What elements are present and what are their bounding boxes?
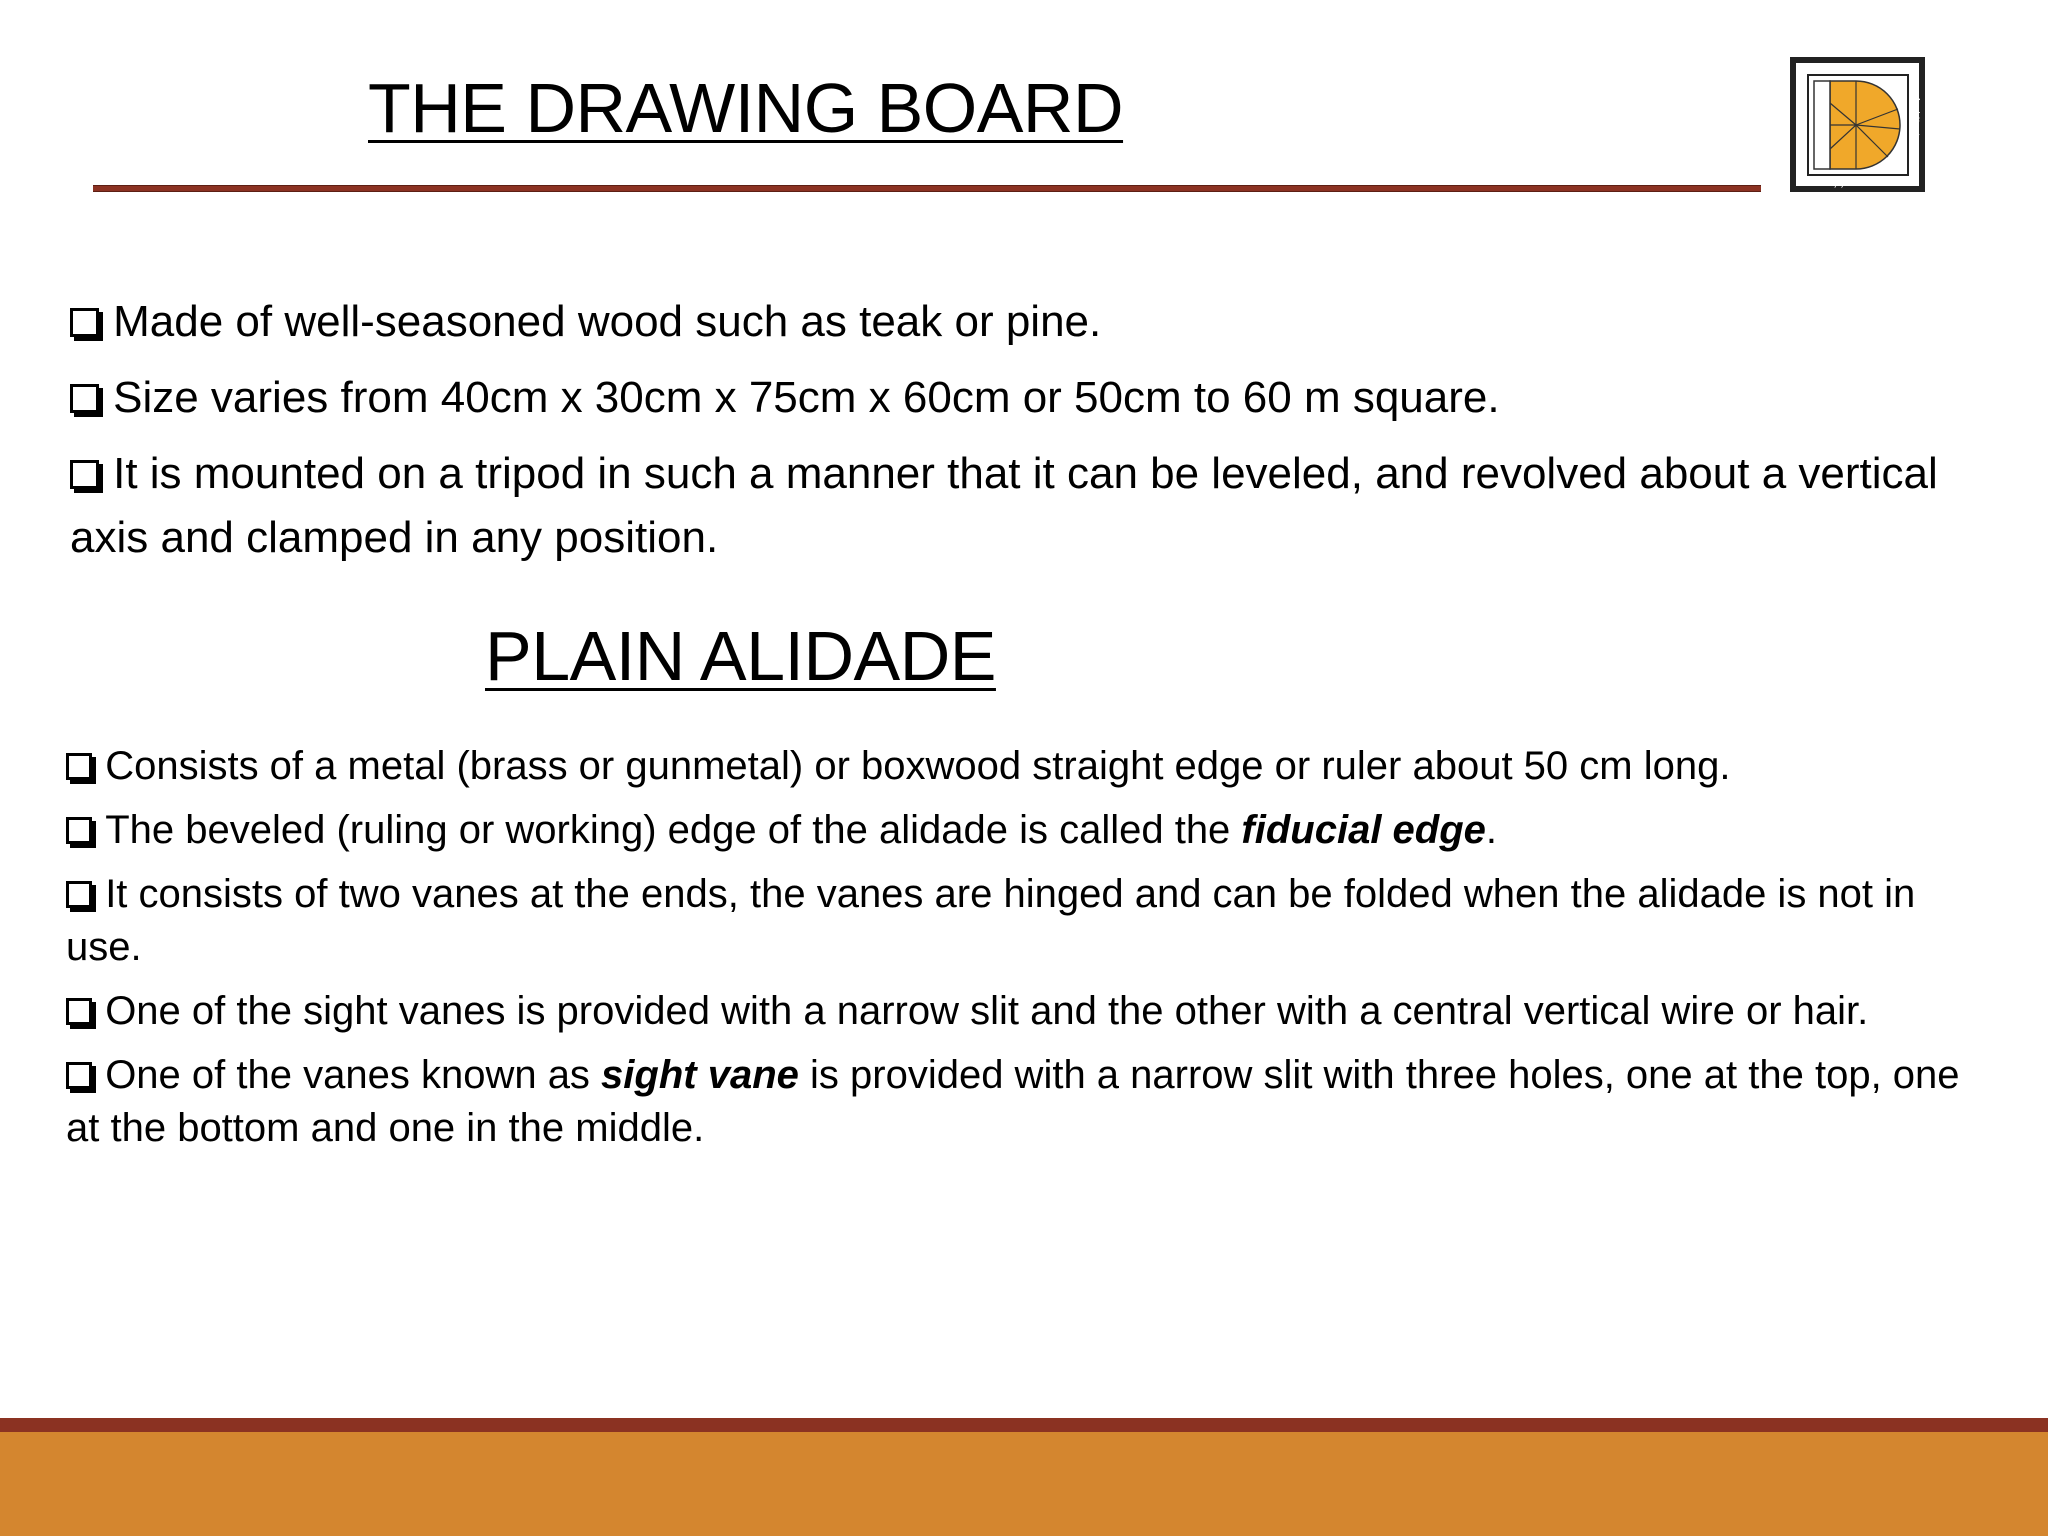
checkbox-bullet-icon [66,753,92,779]
bullet-text: Size varies from 40cm x 30cm x 75cm x 60cm or 50cm to 60 m square. [113,373,1500,422]
section-title-drawing-board: THE DRAWING BOARD [368,69,1124,147]
logo-d-emblem [1814,81,1900,169]
bullet-item [70,442,1970,570]
bullet-emphasis: fiducial edge [1241,808,1486,852]
drawing-board-bullet-list [70,290,1970,582]
logo-text-left: School of [1795,102,1804,146]
bullet-item [66,804,1976,857]
plain-alidade-bullet-list [66,740,1976,1166]
bullet-text-after: is provided with a narrow slit with three holes, one at the top, one at the bottom and one in the middle. [66,1053,1960,1150]
checkbox-bullet-icon [70,460,99,489]
bullet-text: One of the sight vanes is provided with a narrow slit and the other with a central vertical wire or hair. [105,989,1869,1033]
checkbox-bullet-icon [66,881,92,907]
footer-rule [0,1418,2048,1432]
bullet-item [66,740,1976,793]
bullet-item [66,985,1976,1038]
checkbox-bullet-icon [66,998,92,1024]
bullet-text-after: . [1485,808,1498,852]
logo-text-right: Architecture [1912,96,1921,152]
school-logo [1790,57,1925,192]
bullet-text: Made of well-seasoned wood such as teak or pine. [113,297,1102,346]
bullet-text-before: The beveled (ruling or working) edge of the alidade is called the [105,808,1242,852]
checkbox-bullet-icon [70,384,99,413]
checkbox-bullet-icon [66,1062,92,1088]
checkbox-bullet-icon [66,817,92,843]
bullet-item [70,366,1970,430]
bullet-item [70,290,1970,354]
checkbox-bullet-icon [70,308,99,337]
bullet-item [66,1049,1976,1155]
bullet-emphasis: sight vane [601,1053,799,1097]
logo-text-top: Planning and [1827,62,1887,71]
section-title-plain-alidade: PLAIN ALIDADE [485,617,996,695]
bullet-item [66,868,1976,974]
bullet-text: It consists of two vanes at the ends, the vanes are hinged and can be folded when the alidade is not in use. [66,872,1916,969]
logo-text-est: Est.2008 [1876,182,1900,188]
footer-band [0,1432,2048,1536]
bullet-text: Consists of a metal (brass or gunmetal) or boxwood straight edge or ruler about 50 cm long. [105,744,1731,788]
title-underline-bar [93,185,1761,192]
bullet-text-before: One of the vanes known as [105,1053,602,1097]
bullet-text: It is mounted on a tripod in such a manner that it can be leveled, and revolved about a vertical axis and clamped in any position. [70,449,1938,562]
logo-text-bottom: Vijayawada [1827,179,1869,188]
